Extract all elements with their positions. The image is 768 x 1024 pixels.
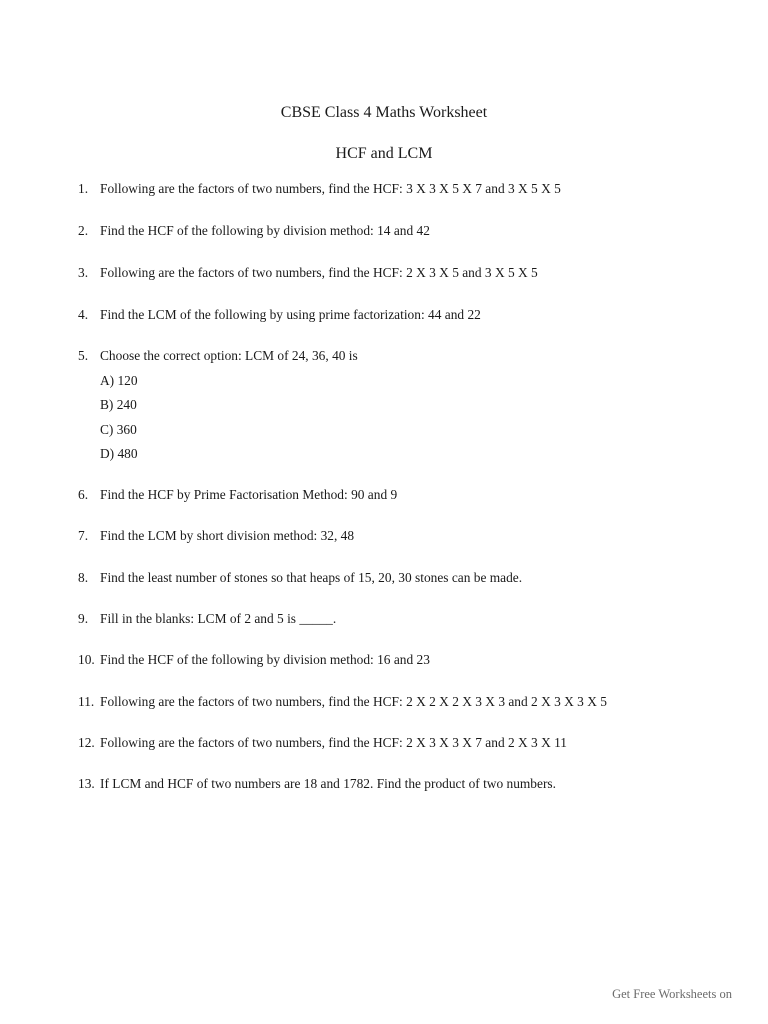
option-c: C) 360 <box>100 421 137 437</box>
question-number: 4. <box>78 307 89 322</box>
question-4 <box>78 306 758 324</box>
question-number: 5. <box>78 348 89 363</box>
question-8 <box>78 569 758 587</box>
question-number: 8. <box>78 570 89 585</box>
question-3 <box>78 264 758 282</box>
question-text: Following are the factors of two numbers, find the HCF: 3 X 3 X 5 X 7 and 3 X 5 X 5 <box>100 181 561 196</box>
worksheet-subtitle: HCF and LCM <box>335 145 433 162</box>
question-text: Following are the factors of two numbers, find the HCF: 2 X 3 X 3 X 7 and 2 X 3 X 11 <box>100 735 567 750</box>
question-number: 9. <box>78 611 89 626</box>
question-1 <box>78 180 758 198</box>
question-2 <box>78 222 758 240</box>
question-11 <box>78 693 758 711</box>
question-text: Find the HCF of the following by division method: 14 and 42 <box>100 223 430 238</box>
question-13 <box>78 775 758 793</box>
question-number: 6. <box>78 487 89 502</box>
question-text: Following are the factors of two numbers, find the HCF: 2 X 3 X 5 and 3 X 5 X 5 <box>100 265 538 280</box>
question-text: Fill in the blanks: LCM of 2 and 5 is _____. <box>100 611 337 626</box>
question-text: Following are the factors of two numbers, find the HCF: 2 X 2 X 2 X 3 X 3 and 2 X 3 X 3 X 5 <box>100 694 607 709</box>
question-number: 12. <box>78 735 95 750</box>
question-text: Find the LCM of the following by using prime factorization: 44 and 22 <box>100 307 481 322</box>
question-number: 1. <box>78 181 89 196</box>
question-10 <box>78 651 758 669</box>
question-5 <box>78 347 758 365</box>
question-6 <box>78 486 758 504</box>
question-text: Find the HCF of the following by division method: 16 and 23 <box>100 652 430 667</box>
question-text: Choose the correct option: LCM of 24, 36, 40 is <box>100 348 358 363</box>
question-number: 7. <box>78 528 89 543</box>
option-d: D) 480 <box>100 445 138 461</box>
question-number: 10. <box>78 652 95 667</box>
question-number: 3. <box>78 265 89 280</box>
question-text: Find the least number of stones so that heaps of 15, 20, 30 stones can be made. <box>100 570 523 585</box>
question-text: Find the HCF by Prime Factorisation Method: 90 and 9 <box>100 487 398 502</box>
question-number: 11. <box>78 694 95 709</box>
question-text: Find the LCM by short division method: 32, 48 <box>100 528 355 543</box>
question-9 <box>78 610 758 628</box>
worksheet-title: CBSE Class 4 Maths Worksheet <box>280 104 488 121</box>
option-a: A) 120 <box>100 373 138 388</box>
question-number: 13. <box>78 776 95 791</box>
question-12 <box>78 734 758 752</box>
question-7 <box>78 527 758 545</box>
footer-text: Get Free Worksheets on <box>612 987 732 1001</box>
question-number: 2. <box>78 223 89 238</box>
question-text: If LCM and HCF of two numbers are 18 and 1782. Find the product of two numbers. <box>100 776 556 791</box>
option-b: B) 240 <box>100 397 137 413</box>
question-5-options <box>100 372 138 469</box>
